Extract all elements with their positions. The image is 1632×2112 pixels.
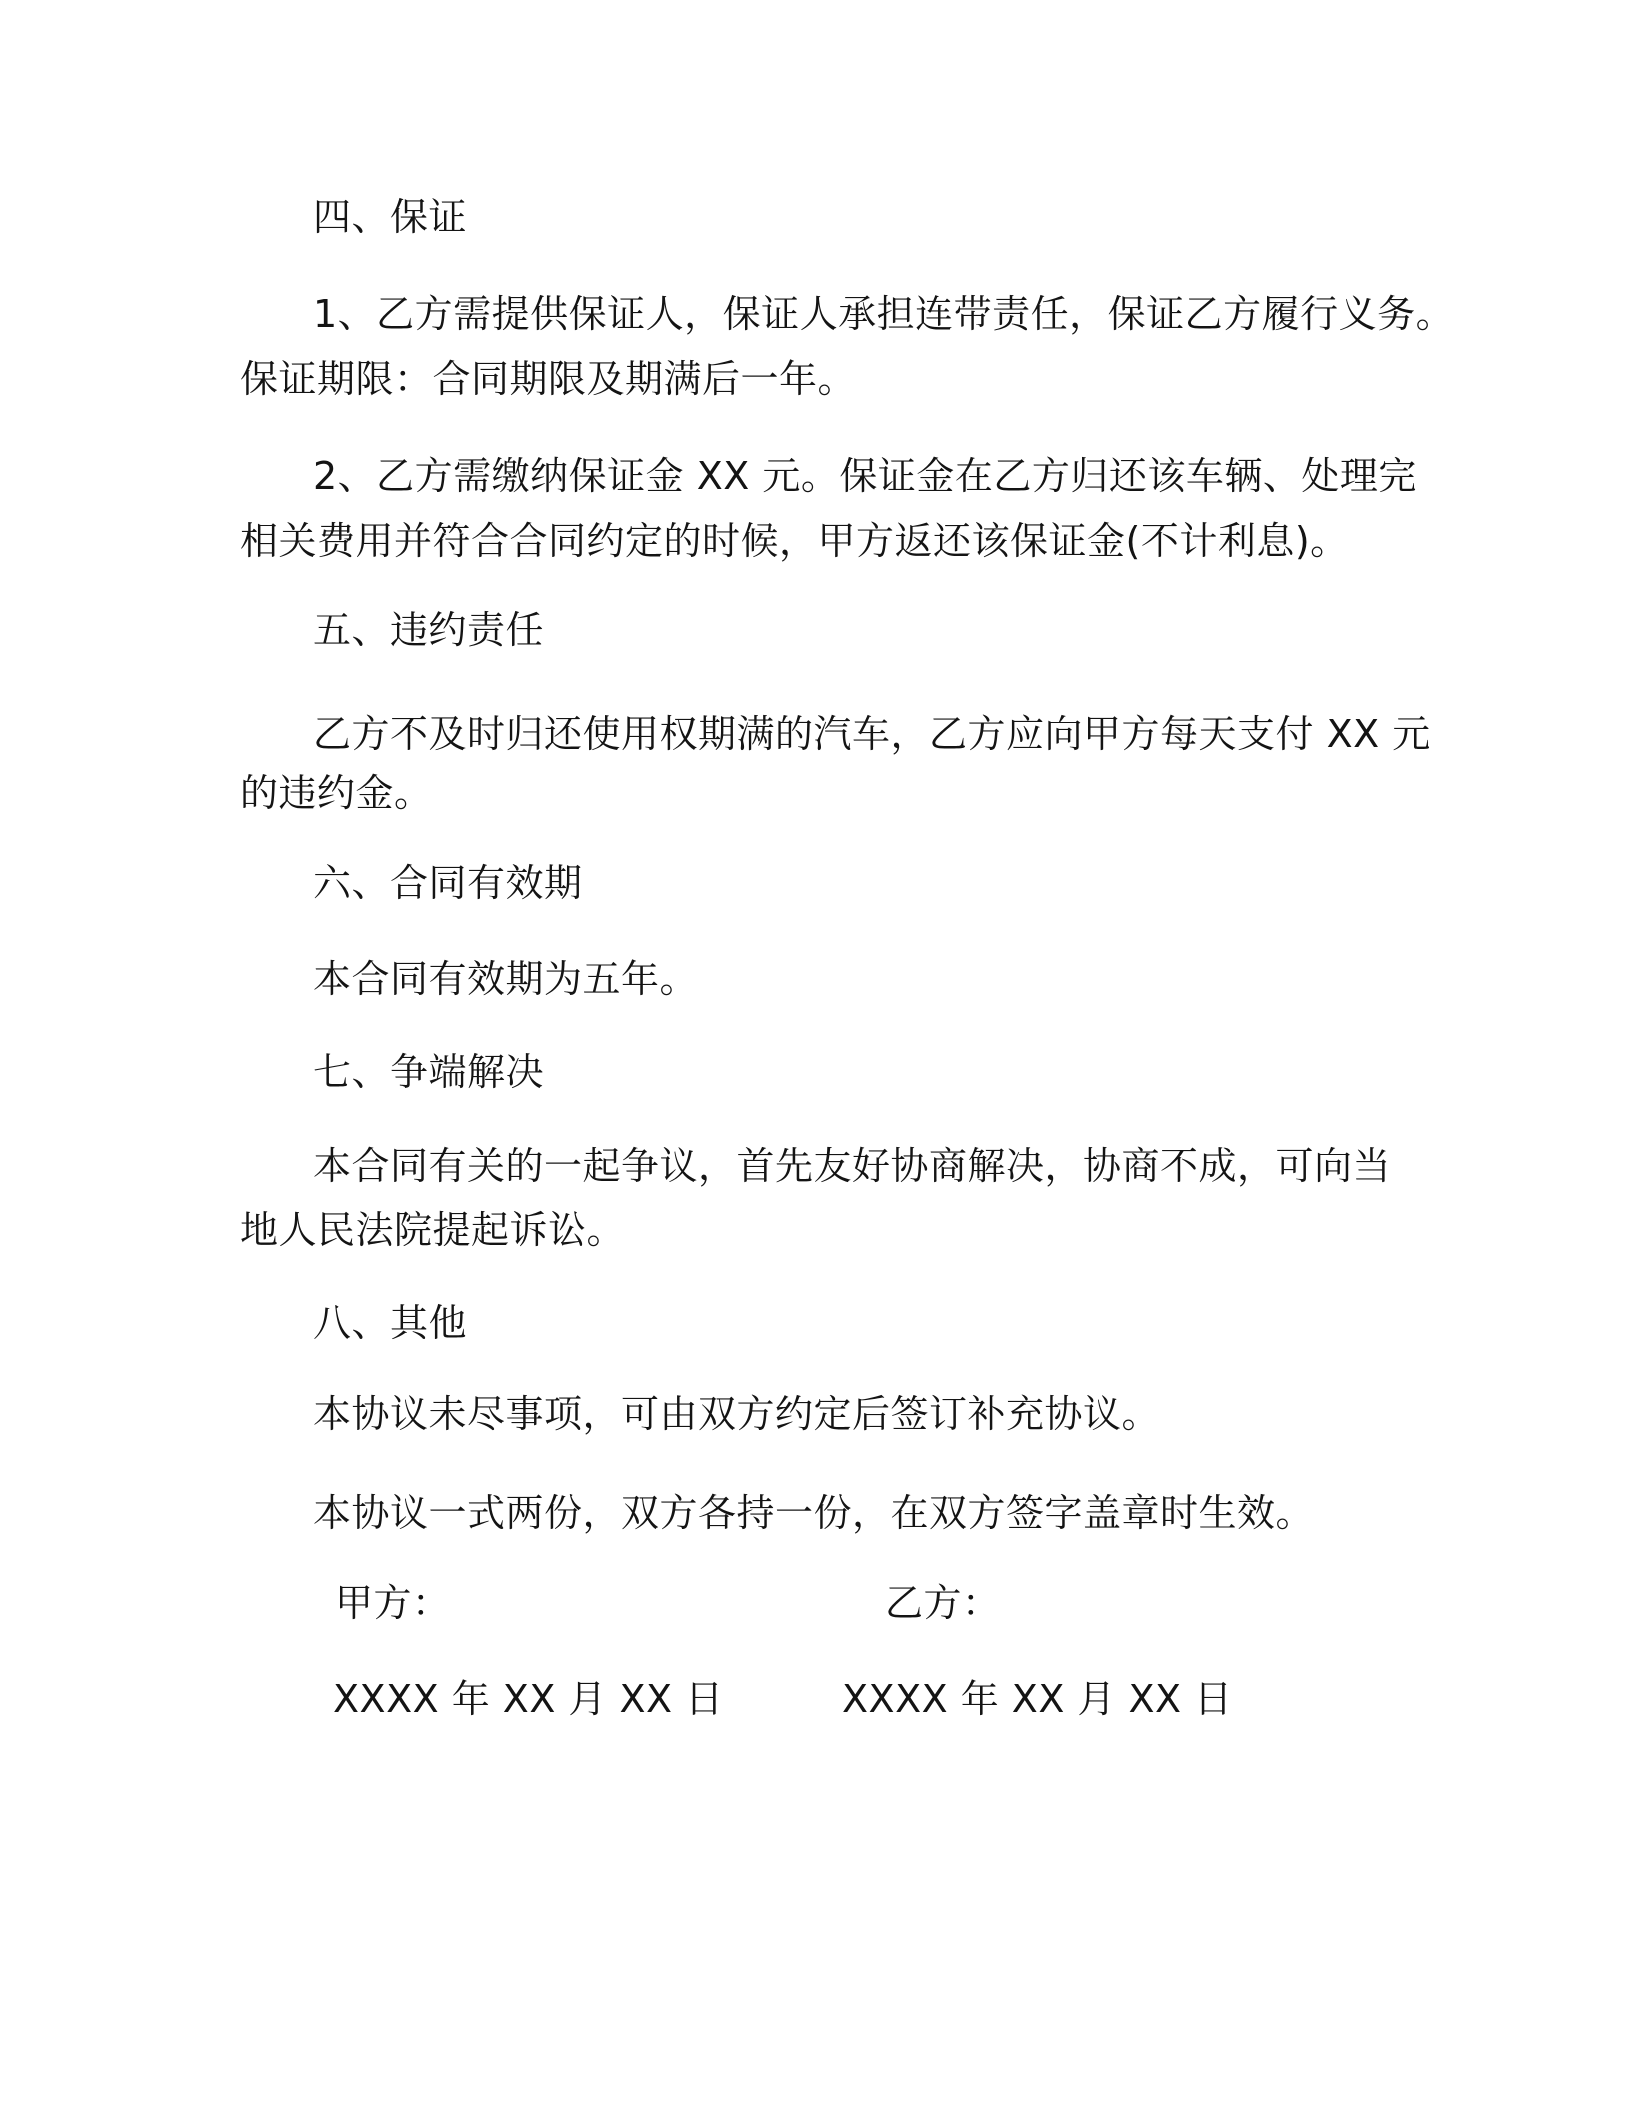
- section-heading-breach: 五、违约责任: [313, 608, 545, 652]
- other-text-1: 本协议未尽事项，可由双方约定后签订补充协议。: [313, 1392, 1161, 1436]
- breach-text-line-2: 的违约金。: [240, 771, 433, 815]
- section-heading-validity: 六、合同有效期: [313, 861, 583, 905]
- party-a-signature-label: 甲方：: [335, 1581, 451, 1625]
- party-b-date: XXXX 年 XX 月 XX 日: [842, 1677, 1233, 1721]
- guarantee-clause-1-line-1: 1、乙方需提供保证人，保证人承担连带责任，保证乙方履行义务。: [313, 292, 1455, 336]
- party-b-signature-label: 乙方：: [885, 1581, 1001, 1625]
- guarantee-clause-2-line-2: 相关费用并符合合同约定的时候，甲方返还该保证金(不计利息)。: [240, 519, 1349, 563]
- guarantee-clause-1-line-2: 保证期限：合同期限及期满后一年。: [240, 357, 857, 401]
- dispute-text-line-2: 地人民法院提起诉讼。: [240, 1208, 626, 1252]
- validity-text: 本合同有效期为五年。: [313, 957, 699, 1001]
- other-text-2: 本协议一式两份，双方各持一份，在双方签字盖章时生效。: [313, 1491, 1315, 1535]
- section-heading-other: 八、其他: [313, 1301, 468, 1345]
- breach-text-line-1: 乙方不及时归还使用权期满的汽车，乙方应向甲方每天支付 XX 元: [313, 712, 1431, 756]
- section-heading-dispute: 七、争端解决: [313, 1050, 545, 1094]
- section-heading-guarantee: 四、保证: [313, 195, 468, 239]
- dispute-text-line-1: 本合同有关的一起争议，首先友好协商解决，协商不成，可向当: [313, 1144, 1392, 1188]
- guarantee-clause-2-line-1: 2、乙方需缴纳保证金 XX 元。保证金在乙方归还该车辆、处理完: [313, 454, 1417, 498]
- party-a-date: XXXX 年 XX 月 XX 日: [333, 1677, 724, 1721]
